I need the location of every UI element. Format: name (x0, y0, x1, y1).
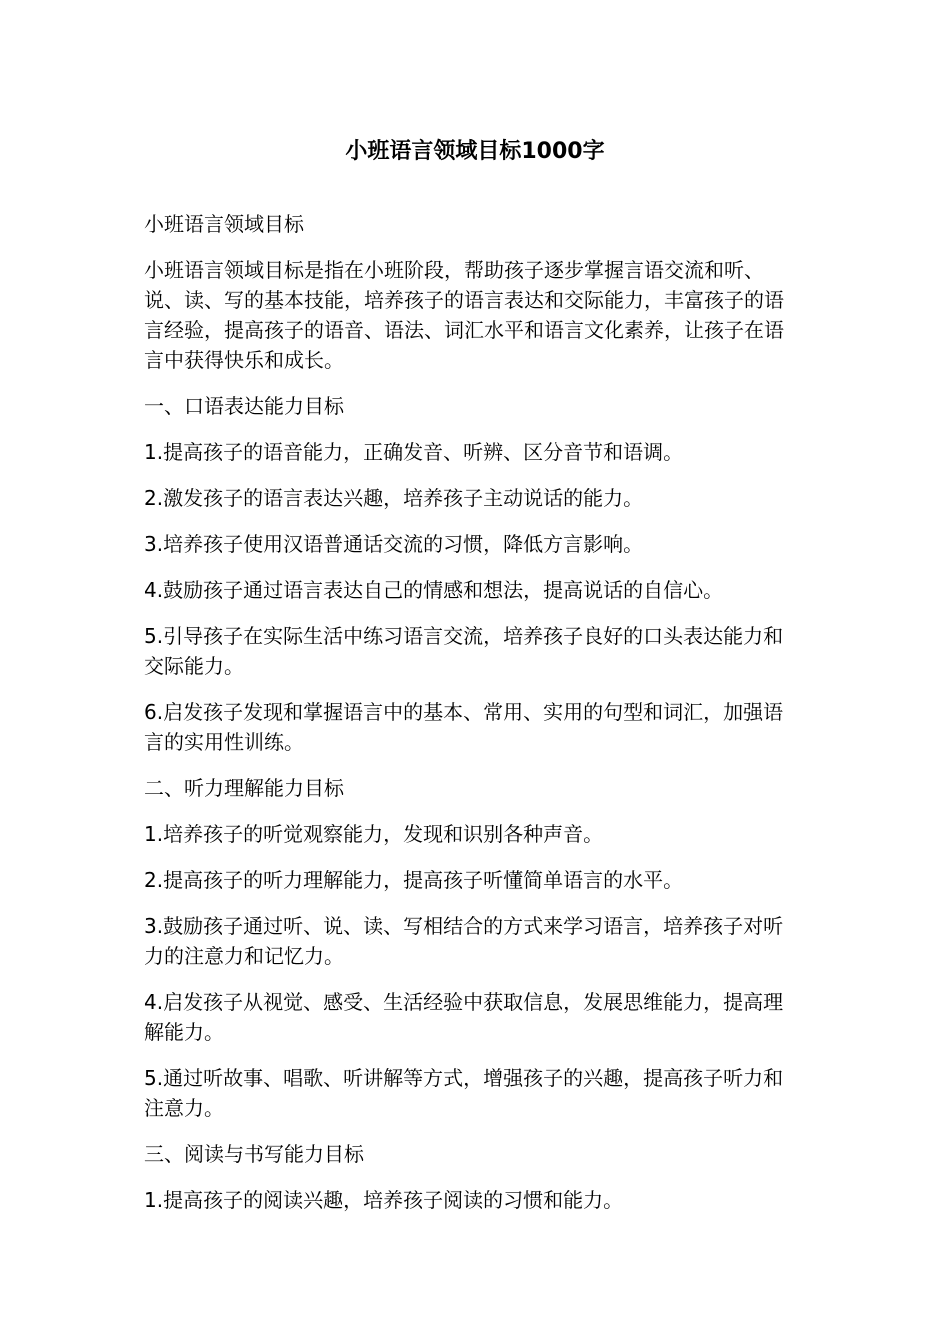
list-item: 3.鼓励孩子通过听、说、读、写相结合的方式来学习语言，培养孩子对听力的注意力和记忆力。 (144, 914, 784, 968)
list-item: 5.引导孩子在实际生活中练习语言交流，培养孩子良好的口头表达能力和交际能力。 (144, 624, 784, 678)
list-item: 4.启发孩子从视觉、感受、生活经验中获取信息，发展思维能力，提高理解能力。 (144, 990, 784, 1044)
list-item: 2.激发孩子的语言表达兴趣，培养孩子主动说话的能力。 (144, 486, 644, 510)
list-item: 4.鼓励孩子通过语言表达自己的情感和想法，提高说话的自信心。 (144, 578, 724, 602)
section-heading: 二、听力理解能力目标 (144, 776, 344, 800)
section-heading: 小班语言领域目标 (144, 212, 304, 236)
list-item: 1.提高孩子的阅读兴趣，培养孩子阅读的习惯和能力。 (144, 1188, 624, 1212)
list-item: 3.培养孩子使用汉语普通话交流的习惯，降低方言影响。 (144, 532, 644, 556)
intro-paragraph: 小班语言领域目标是指在小班阶段，帮助孩子逐步掌握言语交流和听、说、读、写的基本技能，培养孩子的语言表达和交际能力，丰富孩子的语言经验，提高孩子的语音、语法、词汇水平和语言文化素养，让孩子在语言中获得快乐和成长。 (144, 258, 784, 372)
list-item: 1.提高孩子的语音能力，正确发音、听辨、区分音节和语调。 (144, 440, 684, 464)
section-heading: 一、口语表达能力目标 (144, 394, 344, 418)
section-heading: 三、阅读与书写能力目标 (144, 1142, 364, 1166)
list-item: 5.通过听故事、唱歌、听讲解等方式，增强孩子的兴趣，提高孩子听力和注意力。 (144, 1066, 784, 1120)
list-item: 2.提高孩子的听力理解能力，提高孩子听懂简单语言的水平。 (144, 868, 684, 892)
document-body (144, 209, 800, 1231)
document-title: 小班语言领域目标1000字 (345, 139, 605, 164)
list-item: 1.培养孩子的听觉观察能力，发现和识别各种声音。 (144, 822, 604, 846)
list-item: 6.启发孩子发现和掌握语言中的基本、常用、实用的句型和词汇，加强语言的实用性训练。 (144, 700, 784, 754)
